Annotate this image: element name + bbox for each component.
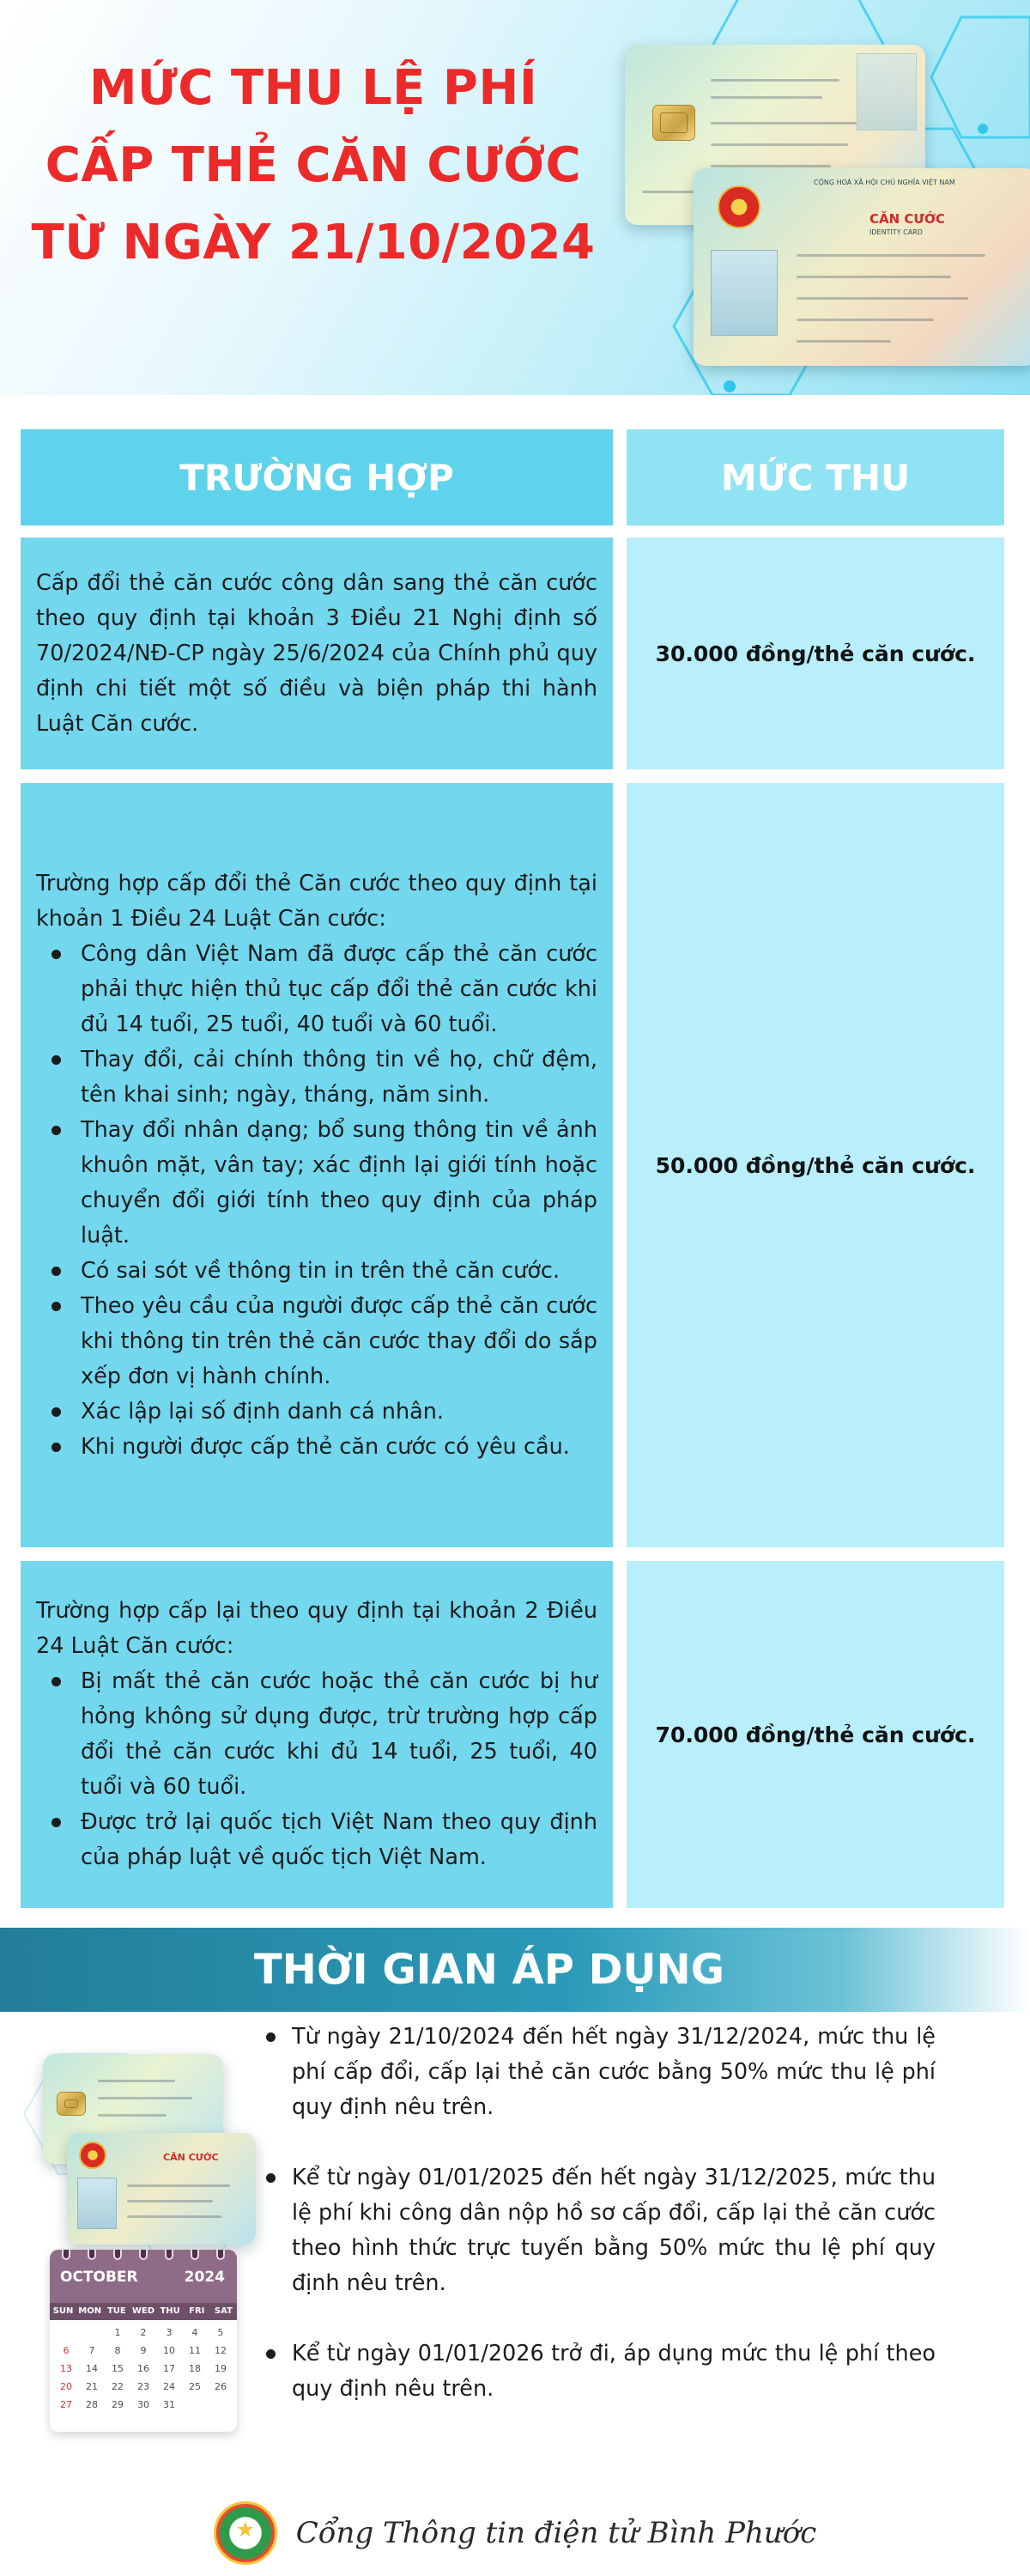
calendar-date: 19 [215,2363,227,2374]
calendar-date: 18 [189,2363,201,2374]
calendar-date: 2 [140,2327,147,2338]
page-title [0,50,627,282]
calendar-date: 26 [215,2381,227,2392]
calendar-date: 3 [166,2327,173,2338]
calendar-date: 16 [137,2363,149,2374]
calendar-date: 4 [191,2327,198,2338]
list-item: Theo yêu cầu của người được cấp thẻ căn cước khi thông tin trên thẻ căn cước thay đổi do sắp xếp đơn vị hành chính. [81,1289,597,1394]
table-row-2-fee [627,783,1004,1547]
national-emblem-icon [718,185,760,228]
national-emblem-icon [79,2142,106,2169]
calendar-date: 14 [86,2363,98,2374]
case-intro: Trường hợp cấp lại theo quy định tại khoản 2 Điều 24 Luật Căn cước: [36,1598,597,1659]
calendar-date: 20 [60,2381,72,2392]
list-item: Khi người được cấp thẻ căn cước có yêu cầu. [81,1430,597,1465]
title-line-2: CẤP THẺ CĂN CƯỚC [45,137,582,193]
footer [0,2499,1030,2567]
calendar-weekdays: SUN MON TUE WED THU FRI SAT [50,2303,237,2320]
list-item: Bị mất thẻ căn cước hoặc thẻ căn cước bị hư hỏng không sử dụng được, trừ trường hợp cấp đổi thẻ căn cước khi đủ 14 tuổi, 25 tuổi, 40 tuổi và 60 tuổi. [81,1664,597,1805]
calendar-date: 13 [60,2363,72,2374]
column-header-case: TRƯỜNG HỢP [21,429,613,526]
calendar-illustration [50,2250,237,2432]
footer-portal-name: Cổng Thông tin điện tử Bình Phước [295,2516,817,2550]
calendar-date: 12 [215,2345,227,2356]
apply-time-list [292,2020,936,2442]
fee-value: 30.000 đồng/thẻ căn cước. [655,641,976,666]
calendar-date: 17 [163,2363,175,2374]
calendar-date: 27 [60,2399,72,2410]
calendar-year: 2024 [184,2269,225,2286]
calendar-date: 30 [137,2399,149,2410]
list-item: Kể từ ngày 01/01/2026 trở đi, áp dụng mức thu lệ phí theo quy định nêu trên. [292,2336,936,2407]
header-banner [0,0,1030,395]
calendar-date: 10 [163,2345,175,2356]
small-card-label: CĂN CƯỚC [163,2152,219,2163]
calendar-date [53,2325,79,2341]
title-line-3: TỪ NGÀY 21/10/2024 [31,215,596,270]
list-item: Thay đổi, cải chính thông tin về họ, chữ đệm, tên khai sinh; ngày, tháng, năm sinh. [81,1042,597,1113]
calendar-date: 11 [189,2345,201,2356]
calendar-date: 21 [86,2381,98,2392]
case-bullet-list [36,1664,597,1875]
calendar-date: 8 [114,2345,121,2356]
calendar-date: 15 [112,2363,124,2374]
list-item: Xác lập lại số định danh cá nhân. [81,1394,597,1430]
calendar-date: 9 [140,2345,147,2356]
calendar-date: 1 [114,2327,121,2338]
case-bullet-list [36,937,597,1465]
binh-phuoc-logo-icon [214,2501,277,2565]
fee-value: 50.000 đồng/thẻ căn cước. [655,1152,976,1178]
case-text: Cấp đổi thẻ căn cước công dân sang thẻ căn cước theo quy định tại khoản 3 Điều 21 Nghị định số 70/2024/NĐ-CP ngày 25/6/2024 của Chính phủ quy định chi tiết một số điều và biện pháp thi hành Luật Căn cước. [36,569,597,737]
calendar-dates [50,2320,237,2418]
calendar-date: 31 [163,2399,175,2410]
calendar-date: 24 [163,2381,175,2392]
column-header-fee: MỨC THU [627,429,1004,526]
chip-icon [57,2092,86,2116]
calendar-date: 22 [112,2381,124,2392]
title-line-1: MỨC THU LỆ PHÍ [88,60,538,116]
table-row-1-fee [627,538,1004,769]
table-row-3-fee [627,1561,1004,1908]
id-card-front-image [694,168,1030,366]
chip-icon [652,105,695,141]
list-item: Được trở lại quốc tịch Việt Nam theo quy định của pháp luật về quốc tịch Việt Nam. [81,1805,597,1875]
table-row-3-case [21,1561,613,1908]
case-intro: Trường hợp cấp đổi thẻ Căn cước theo quy định tại khoản 1 Điều 24 Luật Căn cước: [36,870,597,932]
card-sublabel: IDENTITY CARD [869,228,923,236]
calendar-date [79,2325,105,2341]
list-item: Kể từ ngày 01/01/2025 đến hết ngày 31/12/2025, mức thu lệ phí khi công dân nộp hồ sơ cấp đổi, cấp lại thẻ căn cước theo hình thức trực tuyến bằng 50% mức thu lệ phí quy định nêu trên. [292,2160,936,2301]
calendar-date: 6 [63,2345,70,2356]
card-photo [711,250,778,336]
calendar-date: 7 [88,2345,95,2356]
section-banner [0,1928,1030,2012]
calendar-date: 23 [137,2381,149,2392]
calendar-date: 25 [189,2381,201,2392]
calendar-date: 28 [86,2399,98,2410]
card-country-text: CỘNG HOÀ XÃ HỘI CHỦ NGHĨA VIỆT NAM [814,179,955,186]
list-item: Có sai sót về thông tin in trên thẻ căn cước. [81,1254,597,1289]
table-row-2-case [21,783,613,1547]
table-row-1-case [21,538,613,769]
card-label: CĂN CƯỚC [869,211,946,227]
calendar-month: OCTOBER [60,2269,138,2286]
list-item: Công dân Việt Nam đã được cấp thẻ căn cước phải thực hiện thủ tục cấp đổi thẻ căn cước khi đủ 14 tuổi, 25 tuổi, 40 tuổi và 60 tuổi. [81,937,597,1042]
calendar-date: 5 [217,2327,224,2338]
calendar-date: 29 [112,2399,124,2410]
id-cards-illustration [24,2037,256,2251]
small-card-front [67,2133,256,2245]
fee-value: 70.000 đồng/thẻ căn cước. [655,1722,976,1747]
list-item: Thay đổi nhân dạng; bổ sung thông tin về ảnh khuôn mặt, vân tay; xác định lại giới tính hoặc chuyển đổi giới tính theo quy định của pháp luật. [81,1113,597,1254]
list-item: Từ ngày 21/10/2024 đến hết ngày 31/12/2024, mức thu lệ phí cấp đổi, cấp lại thẻ căn cước bằng 50% mức thu lệ phí quy định nêu trên. [292,2020,936,2125]
section-title: THỜI GIAN ÁP DỤNG [253,1946,725,1994]
